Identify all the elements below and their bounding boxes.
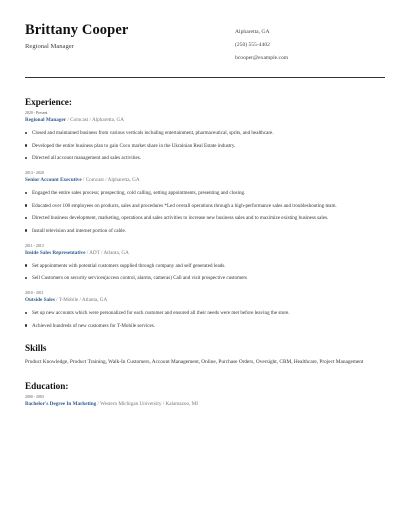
job-entry xyxy=(25,290,385,329)
bullet-text: Developed the entire business plan to gain Coco market share in the Ukrainian Real Estate industry. xyxy=(32,142,236,149)
bullet-icon xyxy=(25,264,27,266)
bullet-icon xyxy=(25,277,27,279)
job-heading xyxy=(25,249,385,257)
job-entry xyxy=(25,110,385,161)
job-meta: / T-Mobile / Atlanta, GA xyxy=(54,297,108,303)
job-heading xyxy=(25,176,385,184)
bullet-text: Achieved hundreds of new customers for T-Mobile services. xyxy=(32,322,156,329)
list-item xyxy=(25,275,385,281)
bullet-text: Sell Customers on security services(access control, alarms, cameras) Call and visit prospective customers xyxy=(32,275,248,281)
job-title: Senior Account Executive xyxy=(25,177,82,183)
candidate-title: Regional Manager xyxy=(25,43,74,50)
education-entry xyxy=(25,394,385,408)
bullet-icon xyxy=(25,217,27,219)
job-bullets xyxy=(25,263,385,282)
list-item xyxy=(25,228,385,234)
education-meta: / Western Michigan University / Kalamazoo, MI xyxy=(96,401,199,407)
job-heading xyxy=(25,296,385,304)
list-item xyxy=(25,190,385,196)
list-item xyxy=(25,215,385,221)
bullet-icon xyxy=(25,132,27,134)
bullet-icon xyxy=(25,144,27,146)
bullet-text: Set appointments with potential customers supplied through company and self generated leads. xyxy=(32,262,226,269)
contact-phone: (250) 555-4402 xyxy=(235,42,270,48)
list-item xyxy=(25,203,385,209)
bullet-text: Engaged the entire sales process; prospecting, cold calling, setting appointments, presenting and closing. xyxy=(32,190,246,196)
job-dates: 2011 - 2013 xyxy=(25,243,44,248)
contact-email: bcooper@example.com xyxy=(235,55,289,61)
list-item xyxy=(25,323,385,329)
bullet-icon xyxy=(25,312,27,314)
job-title: Inside Sales Representative xyxy=(25,249,86,256)
job-heading xyxy=(25,116,385,124)
candidate-name: Brittany Cooper xyxy=(25,22,129,38)
list-item xyxy=(25,155,385,161)
job-bullets xyxy=(25,130,385,161)
bullet-icon xyxy=(25,157,27,159)
education-heading-line xyxy=(25,400,385,408)
bullet-icon xyxy=(25,204,27,206)
job-dates: 2013 - 2020 xyxy=(25,171,44,175)
list-item xyxy=(25,310,385,316)
job-meta: / ADT / Atlanta, GA xyxy=(85,249,129,256)
job-meta: / Comcast / Alpharetta, GA xyxy=(66,117,124,123)
bullet-text: Install television and internet portion of cable. xyxy=(32,227,127,234)
bullet-text: Set up new accounts which were personalized for each customer and ensured all their needs were met before leaving the store. xyxy=(32,310,290,316)
job-meta: / Comcast / Alpharetta, GA xyxy=(81,177,140,183)
bullet-text: Educated over 100 employees on products, sales and procedures *Led overall operations through a high-performance sales and troubleshooting team. xyxy=(32,202,337,209)
bullet-icon xyxy=(25,324,27,326)
degree-title: Bachelor's Degree In Marketing xyxy=(25,401,97,407)
job-dates: 2020 - Present xyxy=(25,111,48,115)
skills-list: Product Knowledge, Product Training, Walk-In Customers, Account Management, Online, Purchase Orders, Oversight, CRM, Healthcare, Project Management xyxy=(25,359,364,365)
bullet-icon xyxy=(25,229,27,231)
bullet-text: Directed all account management and sales activities. xyxy=(32,155,142,161)
job-bullets xyxy=(25,190,385,234)
contact-location: Alpharetta, GA xyxy=(235,29,270,35)
job-entry xyxy=(25,170,385,234)
job-entry xyxy=(25,243,385,282)
header-divider xyxy=(25,77,385,78)
list-item xyxy=(25,263,385,269)
list-item xyxy=(25,143,385,149)
experience-heading: Experience: xyxy=(25,97,72,107)
education-dates: 2000 - 2003 xyxy=(25,395,44,399)
job-bullets xyxy=(25,310,385,329)
skills-heading: Skills xyxy=(25,343,47,353)
job-title: Outside Sales xyxy=(25,297,55,303)
bullet-icon xyxy=(25,192,27,194)
job-title: Regional Manager xyxy=(25,117,67,123)
list-item xyxy=(25,130,385,136)
education-heading: Education: xyxy=(25,381,69,391)
job-dates: 2010 - 2011 xyxy=(25,291,44,295)
bullet-text: Directed business development, marketing, operations and sales activities to increase new business sales and to maximize existing business sales. xyxy=(32,215,329,221)
bullet-text: Closed and maintained business from various verticals including entertainment, pharmaceutical, sprits, and healthcare. xyxy=(32,130,274,136)
resume-header xyxy=(25,0,385,78)
